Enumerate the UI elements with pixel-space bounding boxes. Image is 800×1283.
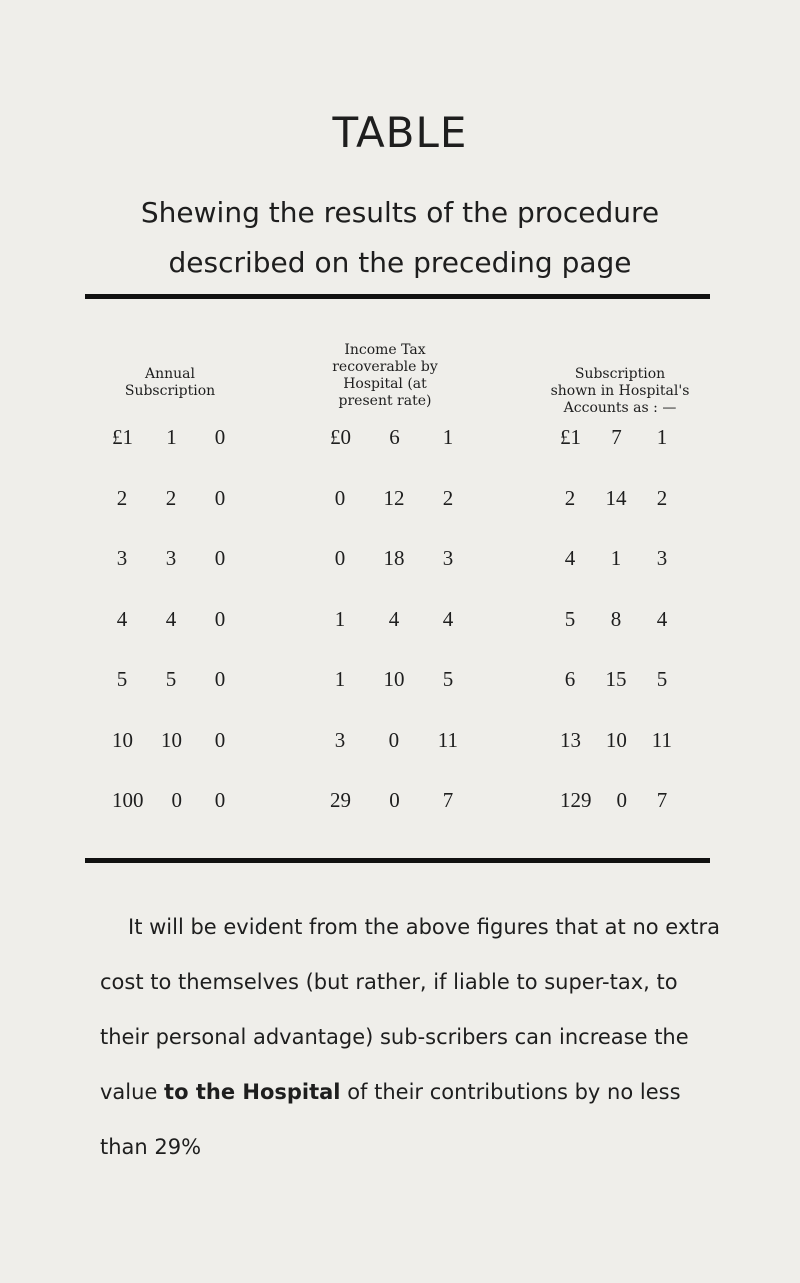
pounds-value: 13 xyxy=(560,727,581,752)
page-subtitle xyxy=(0,188,800,288)
top-rule xyxy=(85,294,710,299)
pounds-value: 0 xyxy=(334,546,346,570)
shillings-value: 1 xyxy=(610,546,622,570)
shillings-value: 14 xyxy=(605,485,627,510)
table-cell-a xyxy=(112,788,230,813)
shillings-value: 0 xyxy=(616,788,627,812)
paragraph-emphasis: to the Hospital xyxy=(164,1080,341,1104)
pence-value: 4 xyxy=(442,606,454,631)
column-header-line: Annual xyxy=(145,366,195,382)
table-cell-a xyxy=(112,425,230,450)
table-cell-c xyxy=(560,546,672,571)
pence-value: 7 xyxy=(656,788,668,812)
paragraph-text: It will be evident from the above figures that at no extra cost to themselves (but rather, if liable to super-tax, to their personal advantage) sub-scribers can increase the value xyxy=(100,915,721,1104)
table-cell-a xyxy=(112,667,230,692)
pence-value: 0 xyxy=(214,485,226,510)
table-cell-c xyxy=(560,607,672,632)
pounds-value: 0 xyxy=(334,485,346,510)
table-row xyxy=(0,788,800,818)
shillings-value: 6 xyxy=(389,425,400,449)
table-cell-a xyxy=(112,486,230,511)
pence-value: 2 xyxy=(442,485,454,510)
pence-value: 0 xyxy=(214,667,226,691)
pence-value: 5 xyxy=(656,667,668,691)
subtitle-line-2: described on the preceding page xyxy=(168,246,632,279)
pence-value: 1 xyxy=(656,425,668,449)
table-row xyxy=(0,667,800,697)
table-row xyxy=(0,728,800,758)
pence-value: 0 xyxy=(214,546,226,570)
pence-value: 5 xyxy=(442,667,454,691)
table-cell-b xyxy=(330,486,458,511)
page-title: TABLE xyxy=(332,108,468,157)
shillings-value: 10 xyxy=(383,667,405,691)
shillings-value: 4 xyxy=(388,606,400,631)
table-cell-c xyxy=(560,728,672,753)
shillings-value: 0 xyxy=(171,788,182,812)
pence-value: 3 xyxy=(442,546,454,570)
table-cell-a xyxy=(112,607,230,632)
shillings-value: 7 xyxy=(611,425,622,449)
paragraph-text-end: of their contributions by no less than 29% xyxy=(100,1080,681,1159)
pounds-value: 2 xyxy=(564,485,576,510)
pounds-value: 4 xyxy=(116,606,128,631)
pounds-value: 2 xyxy=(116,485,128,510)
pounds-value: 6 xyxy=(564,667,576,691)
column-header-line: Subscription xyxy=(574,366,666,382)
table-cell-b xyxy=(330,546,458,571)
shillings-value: 5 xyxy=(165,667,177,691)
table-cell-b xyxy=(330,667,458,692)
pence-value: 7 xyxy=(442,788,454,812)
table-cell-c xyxy=(560,425,672,450)
table-cell-c xyxy=(560,667,672,692)
column-header-line: present rate) xyxy=(338,393,432,409)
table-cell-b xyxy=(330,728,458,753)
pence-value: 1 xyxy=(442,425,454,449)
shillings-value: 0 xyxy=(389,788,400,812)
pounds-value: £1 xyxy=(560,425,581,449)
pounds-value: £0 xyxy=(330,425,351,449)
table-row xyxy=(0,607,800,637)
pounds-value: 10 xyxy=(112,727,133,752)
table-row xyxy=(0,486,800,516)
bottom-rule xyxy=(85,858,710,863)
column-header-line: Subscription xyxy=(124,383,216,399)
pounds-value: 5 xyxy=(564,606,576,631)
shillings-value: 0 xyxy=(388,727,400,752)
pence-value: 0 xyxy=(214,425,226,449)
shillings-value: 18 xyxy=(383,546,405,570)
pence-value: 11 xyxy=(437,727,458,752)
pence-value: 2 xyxy=(656,485,668,510)
column-header-hospital-accounts xyxy=(520,366,720,417)
shillings-value: 3 xyxy=(165,546,177,570)
pence-value: 0 xyxy=(214,788,226,812)
pounds-value: 1 xyxy=(334,667,346,691)
pence-value: 0 xyxy=(214,606,226,631)
pence-value: 4 xyxy=(656,606,668,631)
table-cell-b xyxy=(330,425,458,450)
column-header-line: recoverable by xyxy=(332,359,438,375)
column-header-line: Hospital (at xyxy=(343,376,427,392)
table-cell-b xyxy=(330,607,458,632)
shillings-value: 15 xyxy=(605,667,627,691)
pounds-value: 1 xyxy=(334,606,346,631)
table-cell-a xyxy=(112,728,230,753)
pounds-value: 5 xyxy=(116,667,128,691)
shillings-value: 2 xyxy=(165,485,177,510)
column-header-annual-subscription xyxy=(100,366,240,400)
column-header-income-tax xyxy=(310,342,460,410)
pence-value: 3 xyxy=(656,546,668,570)
shillings-value: 1 xyxy=(166,425,177,449)
pounds-value: 4 xyxy=(564,546,576,570)
table-cell-b xyxy=(330,788,458,813)
pounds-value: 129 xyxy=(560,788,592,812)
shillings-value: 4 xyxy=(165,606,177,631)
column-header-line: Income Tax xyxy=(344,342,426,358)
column-header-line: Accounts as : — xyxy=(563,400,677,416)
shillings-value: 8 xyxy=(610,606,622,631)
pence-value: 11 xyxy=(651,727,672,752)
table-row xyxy=(0,546,800,576)
pounds-value: 3 xyxy=(116,546,128,570)
table-row xyxy=(0,425,800,455)
subtitle-line-1: Shewing the results of the procedure xyxy=(140,196,660,229)
pounds-value: 3 xyxy=(334,727,346,752)
explanatory-paragraph xyxy=(100,900,720,1175)
shillings-value: 10 xyxy=(605,727,627,752)
shillings-value: 10 xyxy=(161,727,182,752)
pounds-value: 100 xyxy=(112,788,144,812)
column-header-line: shown in Hospital's xyxy=(550,383,690,399)
pounds-value: £1 xyxy=(112,425,133,449)
table-cell-c xyxy=(560,486,672,511)
table-cell-c xyxy=(560,788,672,813)
pence-value: 0 xyxy=(214,727,226,752)
pounds-value: 29 xyxy=(330,788,351,812)
table-cell-a xyxy=(112,546,230,571)
shillings-value: 12 xyxy=(383,485,405,510)
